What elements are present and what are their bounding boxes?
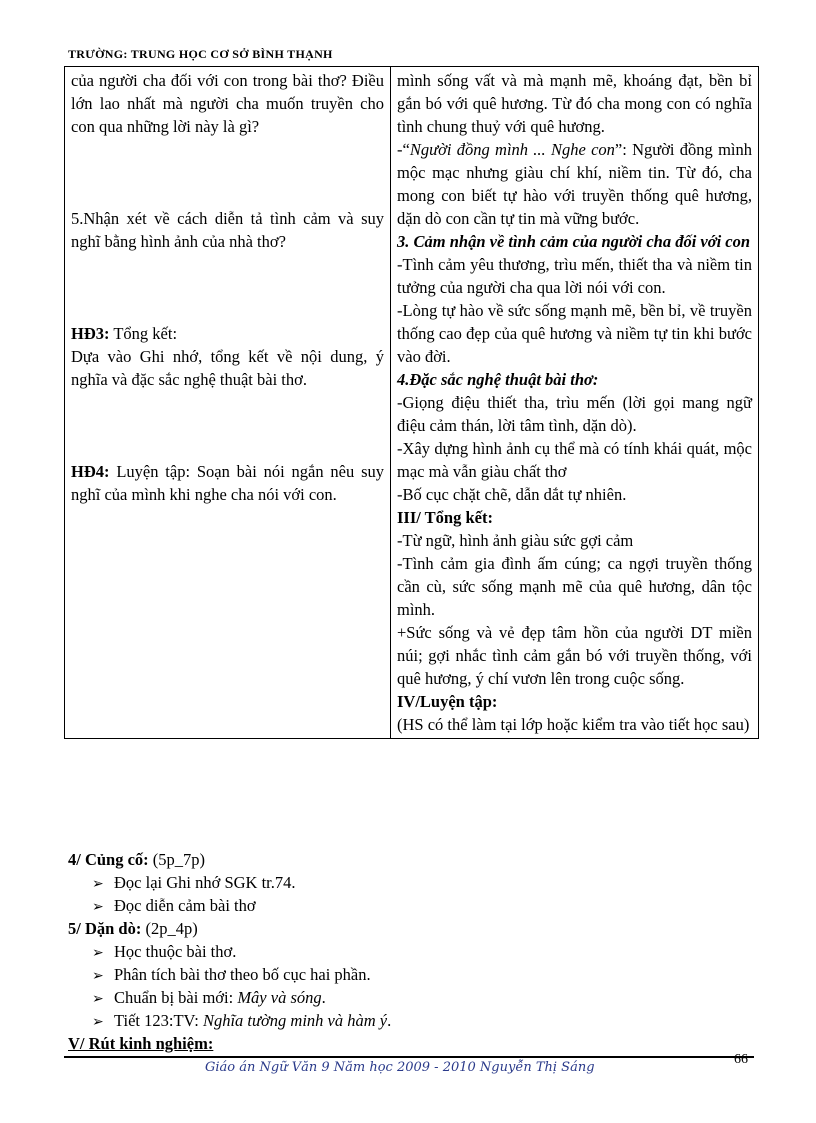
hd3-heading: HĐ3: Tổng kết: [71, 324, 178, 343]
content-p5: -Giọng điệu thiết tha, trìu mến (lời gọi mang ngữ điệu cảm thán, lời tâm tình, dặn dò). [397, 393, 752, 435]
heading-iii: III/ Tổng kết: [397, 508, 493, 527]
footer-text: Giáo án Ngữ Văn 9 Năm học 2009 - 2010 Nguyễn Thị Sáng [205, 1060, 595, 1075]
cung-co-heading: 4/ Củng cố: (5p_7p) [68, 850, 206, 869]
content-p1: mình sống vất và mà mạnh mẽ, khoáng đạt, bền bỉ gắn bó với quê hương. Từ đó cha mong con có nghĩa tình chung thuỷ với quê hương. [397, 71, 752, 136]
heading-3: 3. Cảm nhận về tình cảm của người cha đối với con [397, 232, 751, 251]
list-item: ➢ Đọc lại Ghi nhớ SGK tr.74. [92, 871, 296, 896]
hd4-text: HĐ4: Luyện tập: Soạn bài nói ngắn nêu suy nghĩ của mình khi nghe cha nói với con. [71, 462, 384, 504]
lesson-table [64, 66, 759, 739]
arrow-bullet-icon: ➢ [92, 969, 104, 984]
list-item: ➢ Đọc diễn cảm bài thơ [92, 894, 256, 919]
heading-iv: IV/Luyện tập: [397, 692, 498, 711]
dan-do-heading: 5/ Dặn dò: (2p_4p) [68, 919, 198, 938]
question-continued: của người cha đối với con trong bài thơ? Điều lớn lao nhất mà người cha muốn truyền cho con qua những lời này là gì? [71, 71, 384, 136]
content-p9: -Tình cảm gia đình ấm cúng; ca ngợi truyền thống cần cù, sức sống mạnh mẽ của quê hương, dân tộc mình. [397, 554, 752, 619]
content-p4: -Lòng tự hào về sức sống mạnh mẽ, bền bỉ, về truyền thống cao đẹp của quê hương và niềm tự tin khi bước vào đời. [397, 301, 752, 366]
list-item: ➢ Phân tích bài thơ theo bố cục hai phần. [92, 963, 371, 988]
content-p8: -Từ ngữ, hình ảnh giàu sức gợi cảm [397, 531, 634, 550]
arrow-bullet-icon: ➢ [92, 992, 104, 1007]
content-p2: -“Người đồng mình ... Nghe con”: Người đồng mình mộc mạc nhưng giàu chí khí, niềm tin. Từ đó, cha mong con biết tự hào với truyền thống quê hương, dặn dò con cần tự tin mà vững bước. [397, 140, 752, 228]
content-column [391, 67, 759, 739]
heading-4: 4.Đặc sắc nghệ thuật bài thơ: [397, 370, 599, 389]
content-p10: +Sức sống và vẻ đẹp tâm hồn của người DT miền núi; gợi nhắc tình cảm gắn bó với truyền thống, với quê hương, ý chí vươn lên trong cuộc sống. [397, 623, 752, 688]
rut-kinh-nghiem-heading: V/ Rút kinh nghiệm: [68, 1034, 214, 1053]
list-item: ➢ Học thuộc bài thơ. [92, 940, 236, 965]
arrow-bullet-icon: ➢ [92, 946, 104, 961]
footer-divider [64, 1056, 754, 1058]
page-number: 66 [734, 1052, 748, 1067]
activities-column [65, 67, 391, 739]
arrow-bullet-icon: ➢ [92, 877, 104, 892]
list-item: ➢ Chuẩn bị bài mới: Mây và sóng. [92, 986, 326, 1011]
hd3-text: Dựa vào Ghi nhớ, tổng kết về nội dung, ý nghĩa và đặc sắc nghệ thuật bài thơ. [71, 347, 384, 389]
list-item: ➢ Tiết 123:TV: Nghĩa tường minh và hàm ý. [92, 1009, 391, 1034]
content-p11: (HS có thể làm tại lớp hoặc kiểm tra vào tiết học sau) [397, 715, 750, 734]
school-header: TRƯỜNG: TRUNG HỌC CƠ SỞ BÌNH THẠNH [68, 47, 333, 61]
content-p3: -Tình cảm yêu thương, trìu mến, thiết tha và niềm tin tưởng của người cha qua lời nói với con. [397, 255, 752, 297]
content-p6: -Xây dựng hình ảnh cụ thể mà có tính khái quát, mộc mạc mà vẫn giàu chất thơ [397, 439, 752, 481]
arrow-bullet-icon: ➢ [92, 900, 104, 915]
question-5: 5.Nhận xét về cách diễn tả tình cảm và suy nghĩ bằng hình ảnh của nhà thơ? [71, 209, 384, 251]
arrow-bullet-icon: ➢ [92, 1015, 104, 1030]
content-p7: -Bố cục chặt chẽ, dẫn dắt tự nhiên. [397, 485, 627, 504]
